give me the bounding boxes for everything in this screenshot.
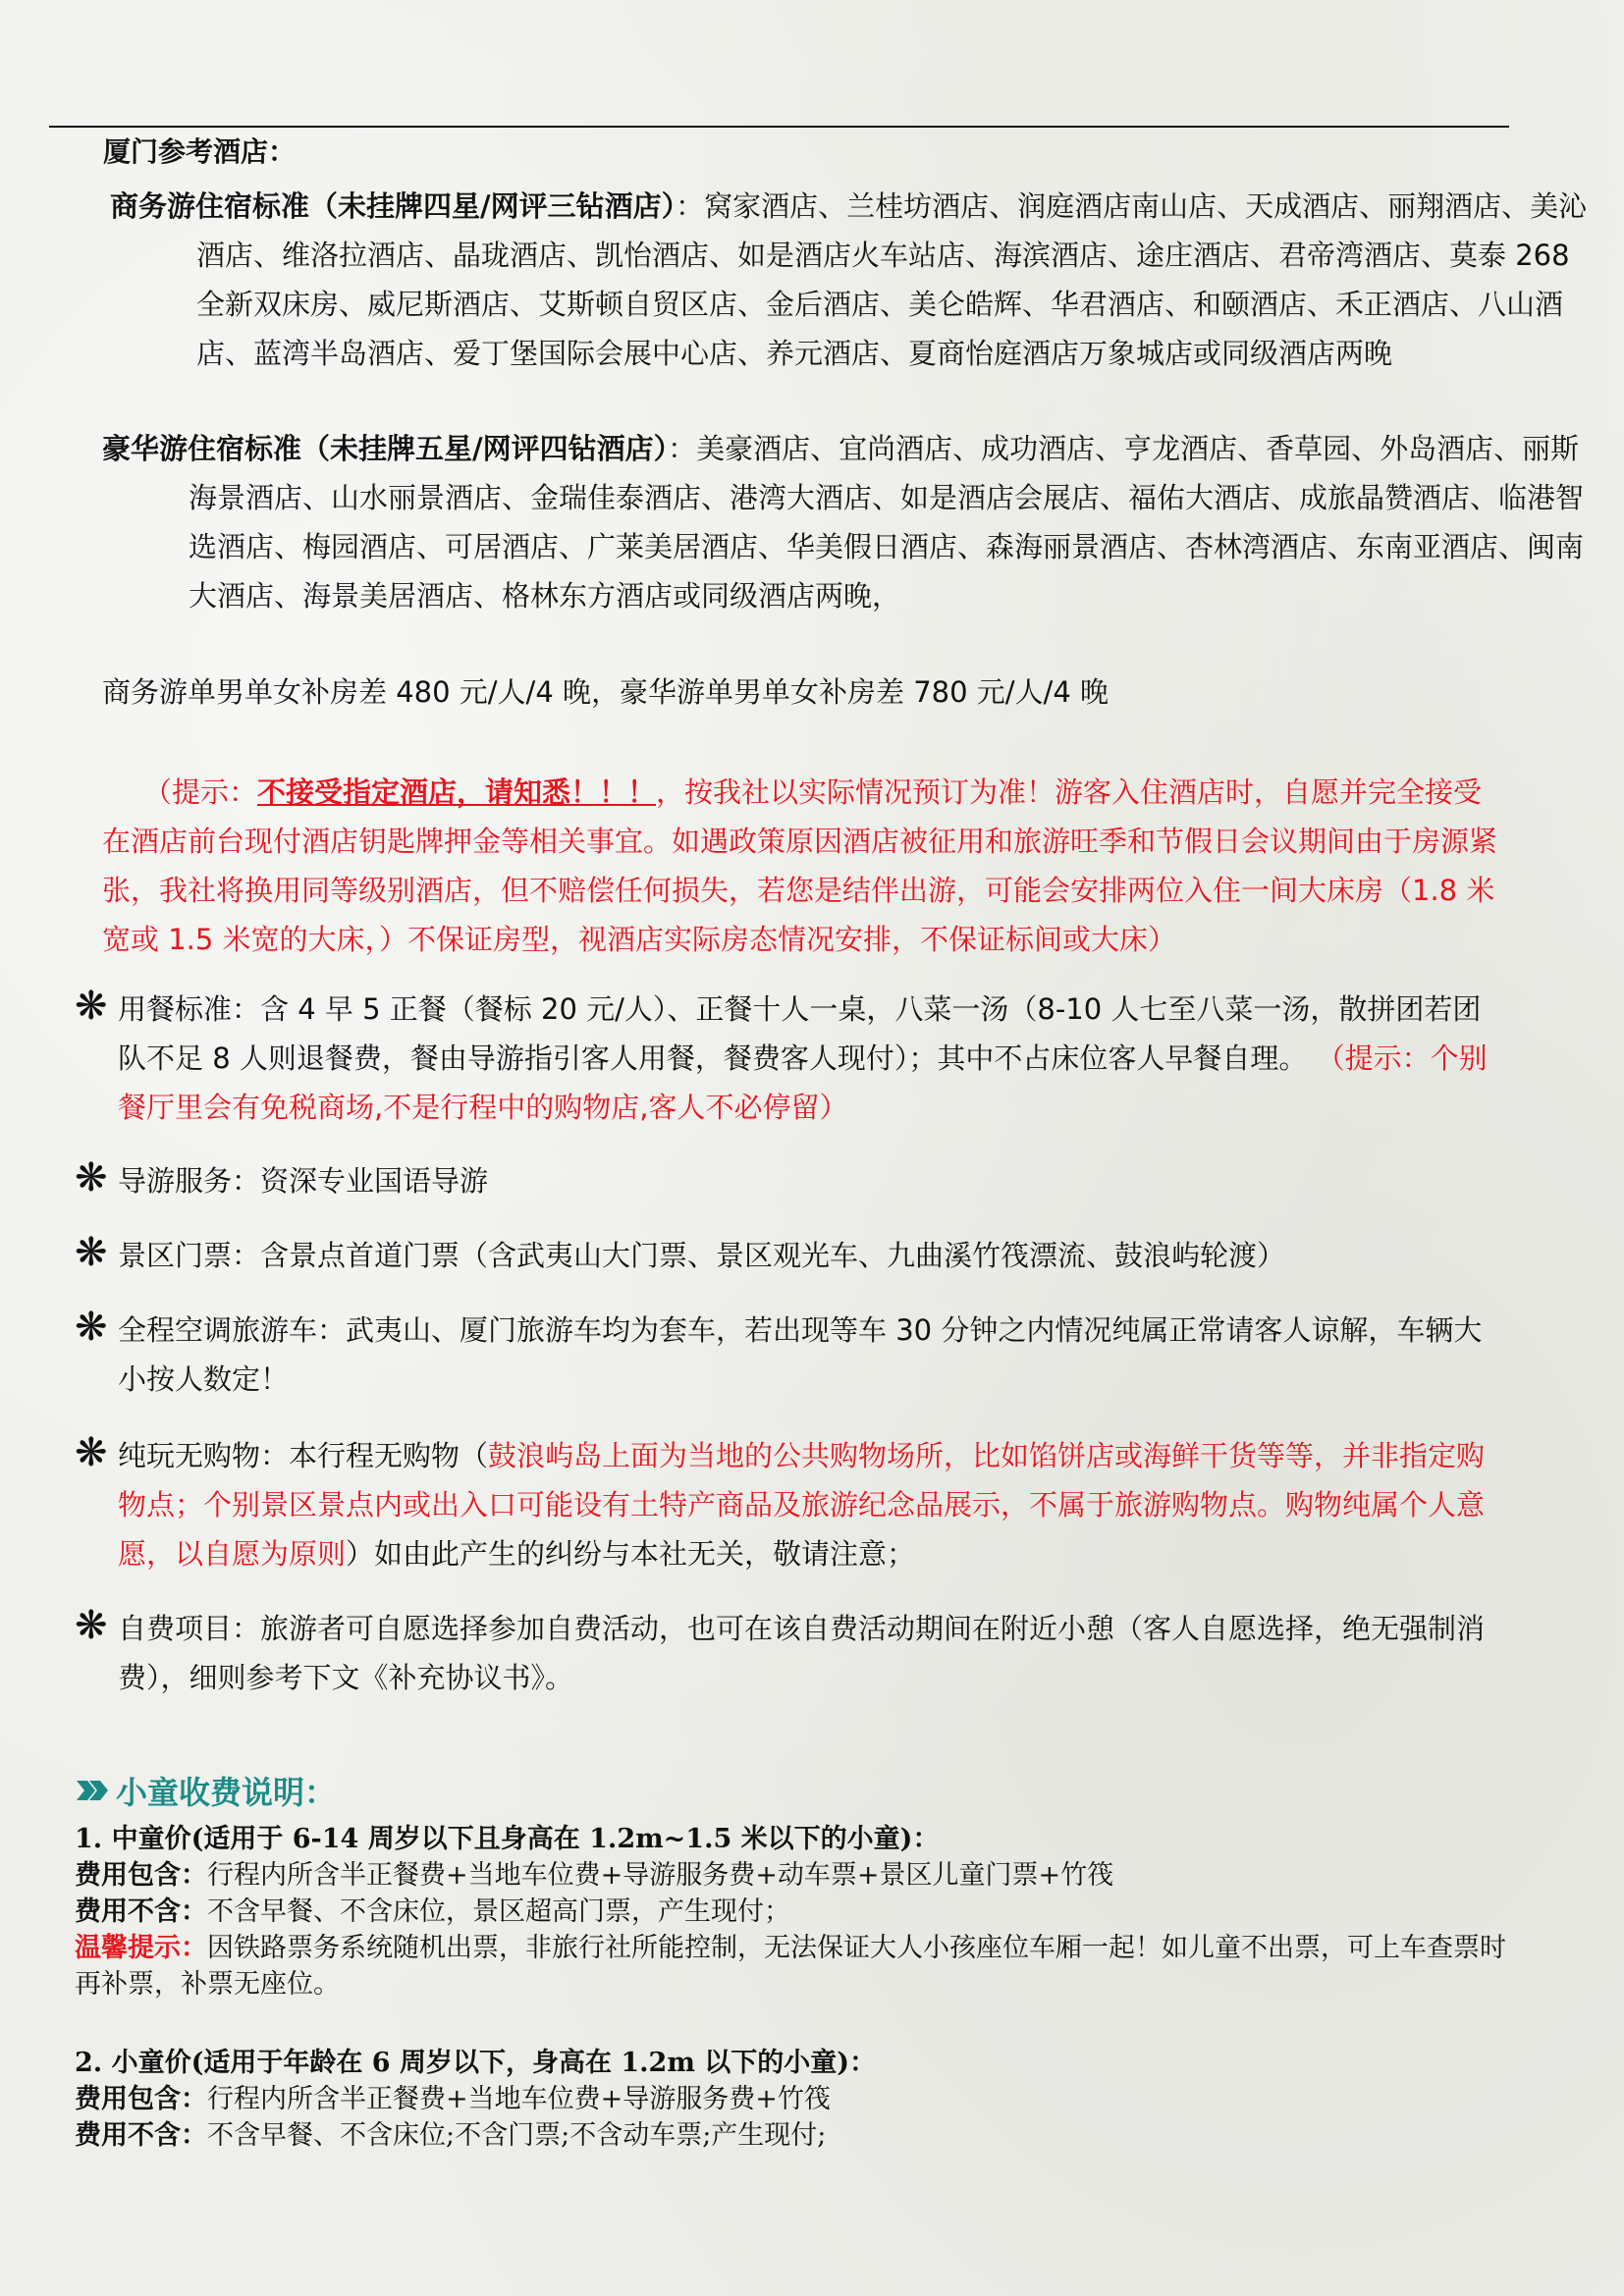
children-heading-text: 小童收费说明：	[116, 1774, 337, 1811]
mid-tip-label: 温馨提示：	[75, 1933, 207, 1963]
asterisk-bullet-icon: ❋	[75, 1430, 108, 1475]
business-list: 窝家酒店、兰桂坊酒店、润庭酒店南山店、天成酒店、丽翔酒店、美沁酒店、维洛拉酒店、晶珑酒店、凯怡酒店、如是酒店火车站店、海滨酒店、途庄酒店、君帝湾酒店、莫泰 268 全新双床房、威尼斯酒店、艾斯顿自贸区店、金后酒店、美仑皓辉、华君酒店、和颐酒店、禾正酒店、八山酒店、蓝湾半岛酒店、爱丁堡国际会展中心店、养元酒店、夏商怡庭酒店万象城店或同级酒店两晚	[196, 189, 1588, 370]
small-excl-text: 不含早餐、不含床位;不含门票;不含动车票;产生现付;	[207, 2120, 827, 2151]
tickets-text: 景区门票：含景点首道门票（含武夷山大门票、景区观光车、九曲溪竹筏漂流、鼓浪屿轮渡）	[118, 1239, 1286, 1272]
mid-excl-text: 不含早餐、不含床位，景区超高门票，产生现付；	[207, 1896, 790, 1927]
meals-note: （提示：个别餐厅里会有免税商场,不是行程中的购物店,客人不必停留）	[118, 1041, 1488, 1124]
small-child-excl	[75, 2117, 1509, 2154]
shopping-red: 鼓浪屿岛上面为当地的公共购物场所，比如馅饼店或海鲜干货等等，并非指定购物点；个别景区景点内或出入口可能设有土特产商品及旅游纪念品展示，不属于旅游购物点。购物纯属个人意愿，以自愿为原则	[118, 1439, 1486, 1571]
mid-child-block	[75, 1821, 1509, 2002]
single-supplement: 商务游单男单女补房差 480 元/人/4 晚，豪华游单男单女补房差 780 元/人/4 晚	[102, 675, 1109, 709]
hotels-title: 厦门参考酒店：	[103, 135, 297, 168]
asterisk-bullet-icon: ❋	[75, 1155, 108, 1201]
notice-prefix: （提示：	[143, 775, 258, 809]
business-hotels	[110, 182, 1596, 378]
mid-incl-text: 行程内所含半正餐费+当地车位费+导游服务费+动车票+景区儿童门票+竹筏	[207, 1860, 1114, 1891]
children-heading	[75, 1768, 336, 1813]
tickets-item	[75, 1231, 1509, 1280]
mid-incl-label: 费用包含：	[75, 1860, 207, 1891]
small-incl-label: 费用包含：	[75, 2084, 207, 2114]
luxury-sep: ：	[668, 432, 697, 465]
shopping-item	[75, 1431, 1509, 1578]
small-child-title: 2. 小童价(适用于年龄在 6 周岁以下，身高在 1.2m 以下的小童)：	[75, 2048, 877, 2078]
asterisk-bullet-icon: ❋	[75, 1603, 108, 1648]
asterisk-bullet-icon: ❋	[75, 984, 108, 1029]
guide-text: 导游服务：资深专业国语导游	[118, 1164, 489, 1198]
small-child-incl	[75, 2081, 1509, 2117]
shopping-post: ）如由此产生的纠纷与本社无关，敬请注意；	[346, 1537, 916, 1571]
asterisk-bullet-icon: ❋	[75, 1305, 108, 1350]
luxury-label: 豪华游住宿标准（未挂牌五星/网评四钻酒店）	[102, 432, 669, 465]
bus-item	[75, 1306, 1509, 1404]
hotel-notice	[102, 768, 1509, 964]
mid-tip-text: 因铁路票务系统随机出票，非旅行社所能控制，无法保证大人小孩座位车厢一起！如儿童不出票，可上车查票时再补票，补票无座位。	[75, 1933, 1506, 2000]
mid-child-incl	[75, 1857, 1509, 1894]
small-incl-text: 行程内所含半正餐费+当地车位费+导游服务费+竹筏	[207, 2084, 831, 2114]
luxury-list: 美豪酒店、宜尚酒店、成功酒店、亨龙酒店、香草园、外岛酒店、丽斯海景酒店、山水丽景酒店、金瑞佳泰酒店、港湾大酒店、如是酒店会展店、福佑大酒店、成旅晶赞酒店、临港智选酒店、梅园酒店、可居酒店、广莱美居酒店、华美假日酒店、森海丽景酒店、杏林湾酒店、东南亚酒店、闽南大酒店、海景美居酒店、格林东方酒店或同级酒店两晚，	[189, 432, 1585, 613]
mid-child-excl	[75, 1894, 1509, 1930]
optional-item	[75, 1604, 1509, 1702]
shopping-pre: 纯玩无购物：本行程无购物（	[118, 1439, 489, 1472]
bus-text: 全程空调旅游车：武夷山、厦门旅游车均为套车，若出现等车 30 分钟之内情况纯属正常请客人谅解，车辆大小按人数定！	[118, 1313, 1483, 1396]
meals-text: 用餐标准：含 4 早 5 正餐（餐标 20 元/人）、正餐十人一桌，八菜一汤（8-10 人七至八菜一汤，散拼团若团队不足 8 人则退餐费，餐由导游指引客人用餐，餐费客人现付）；其中不占床位客人早餐自理。	[118, 992, 1482, 1075]
notice-emphasis: 不接受指定酒店，请知悉！！！	[257, 775, 657, 809]
business-label: 商务游住宿标准（未挂牌四星/网评三钻酒店）	[110, 189, 677, 223]
meals-item	[75, 985, 1509, 1132]
luxury-hotels	[102, 424, 1596, 620]
small-child-block	[75, 2045, 1509, 2154]
asterisk-bullet-icon: ❋	[75, 1230, 108, 1275]
double-arrow-icon	[75, 1778, 110, 1803]
small-excl-label: 费用不含：	[75, 2120, 207, 2151]
top-divider	[49, 126, 1509, 128]
notice-rest: ，按我社以实际情况预订为准！游客入住酒店时，自愿并完全接受在酒店前台现付酒店钥匙牌押金等相关事宜。如遇政策原因酒店被征用和旅游旺季和节假日会议期间由于房源紧张，我社将换用同等级别酒店，但不赔偿任何损失，若您是结伴出游，可能会安排两位入住一间大床房（1.8 米宽或 1.5 米宽的大床，）不保证房型，视酒店实际房态情况安排，不保证标间或大床）	[102, 775, 1498, 956]
optional-text: 自费项目：旅游者可自愿选择参加自费活动，也可在该自费活动期间在附近小憩（客人自愿选择，绝无强制消费），细则参考下文《补充协议书》。	[118, 1612, 1486, 1694]
mid-child-title: 1. 中童价(适用于 6-14 周岁以下且身高在 1.2m~1.5 米以下的小童)：	[75, 1824, 940, 1854]
mid-child-tip	[75, 1930, 1509, 2002]
business-sep: ：	[676, 189, 705, 223]
guide-item	[75, 1156, 1509, 1205]
mid-excl-label: 费用不含：	[75, 1896, 207, 1927]
